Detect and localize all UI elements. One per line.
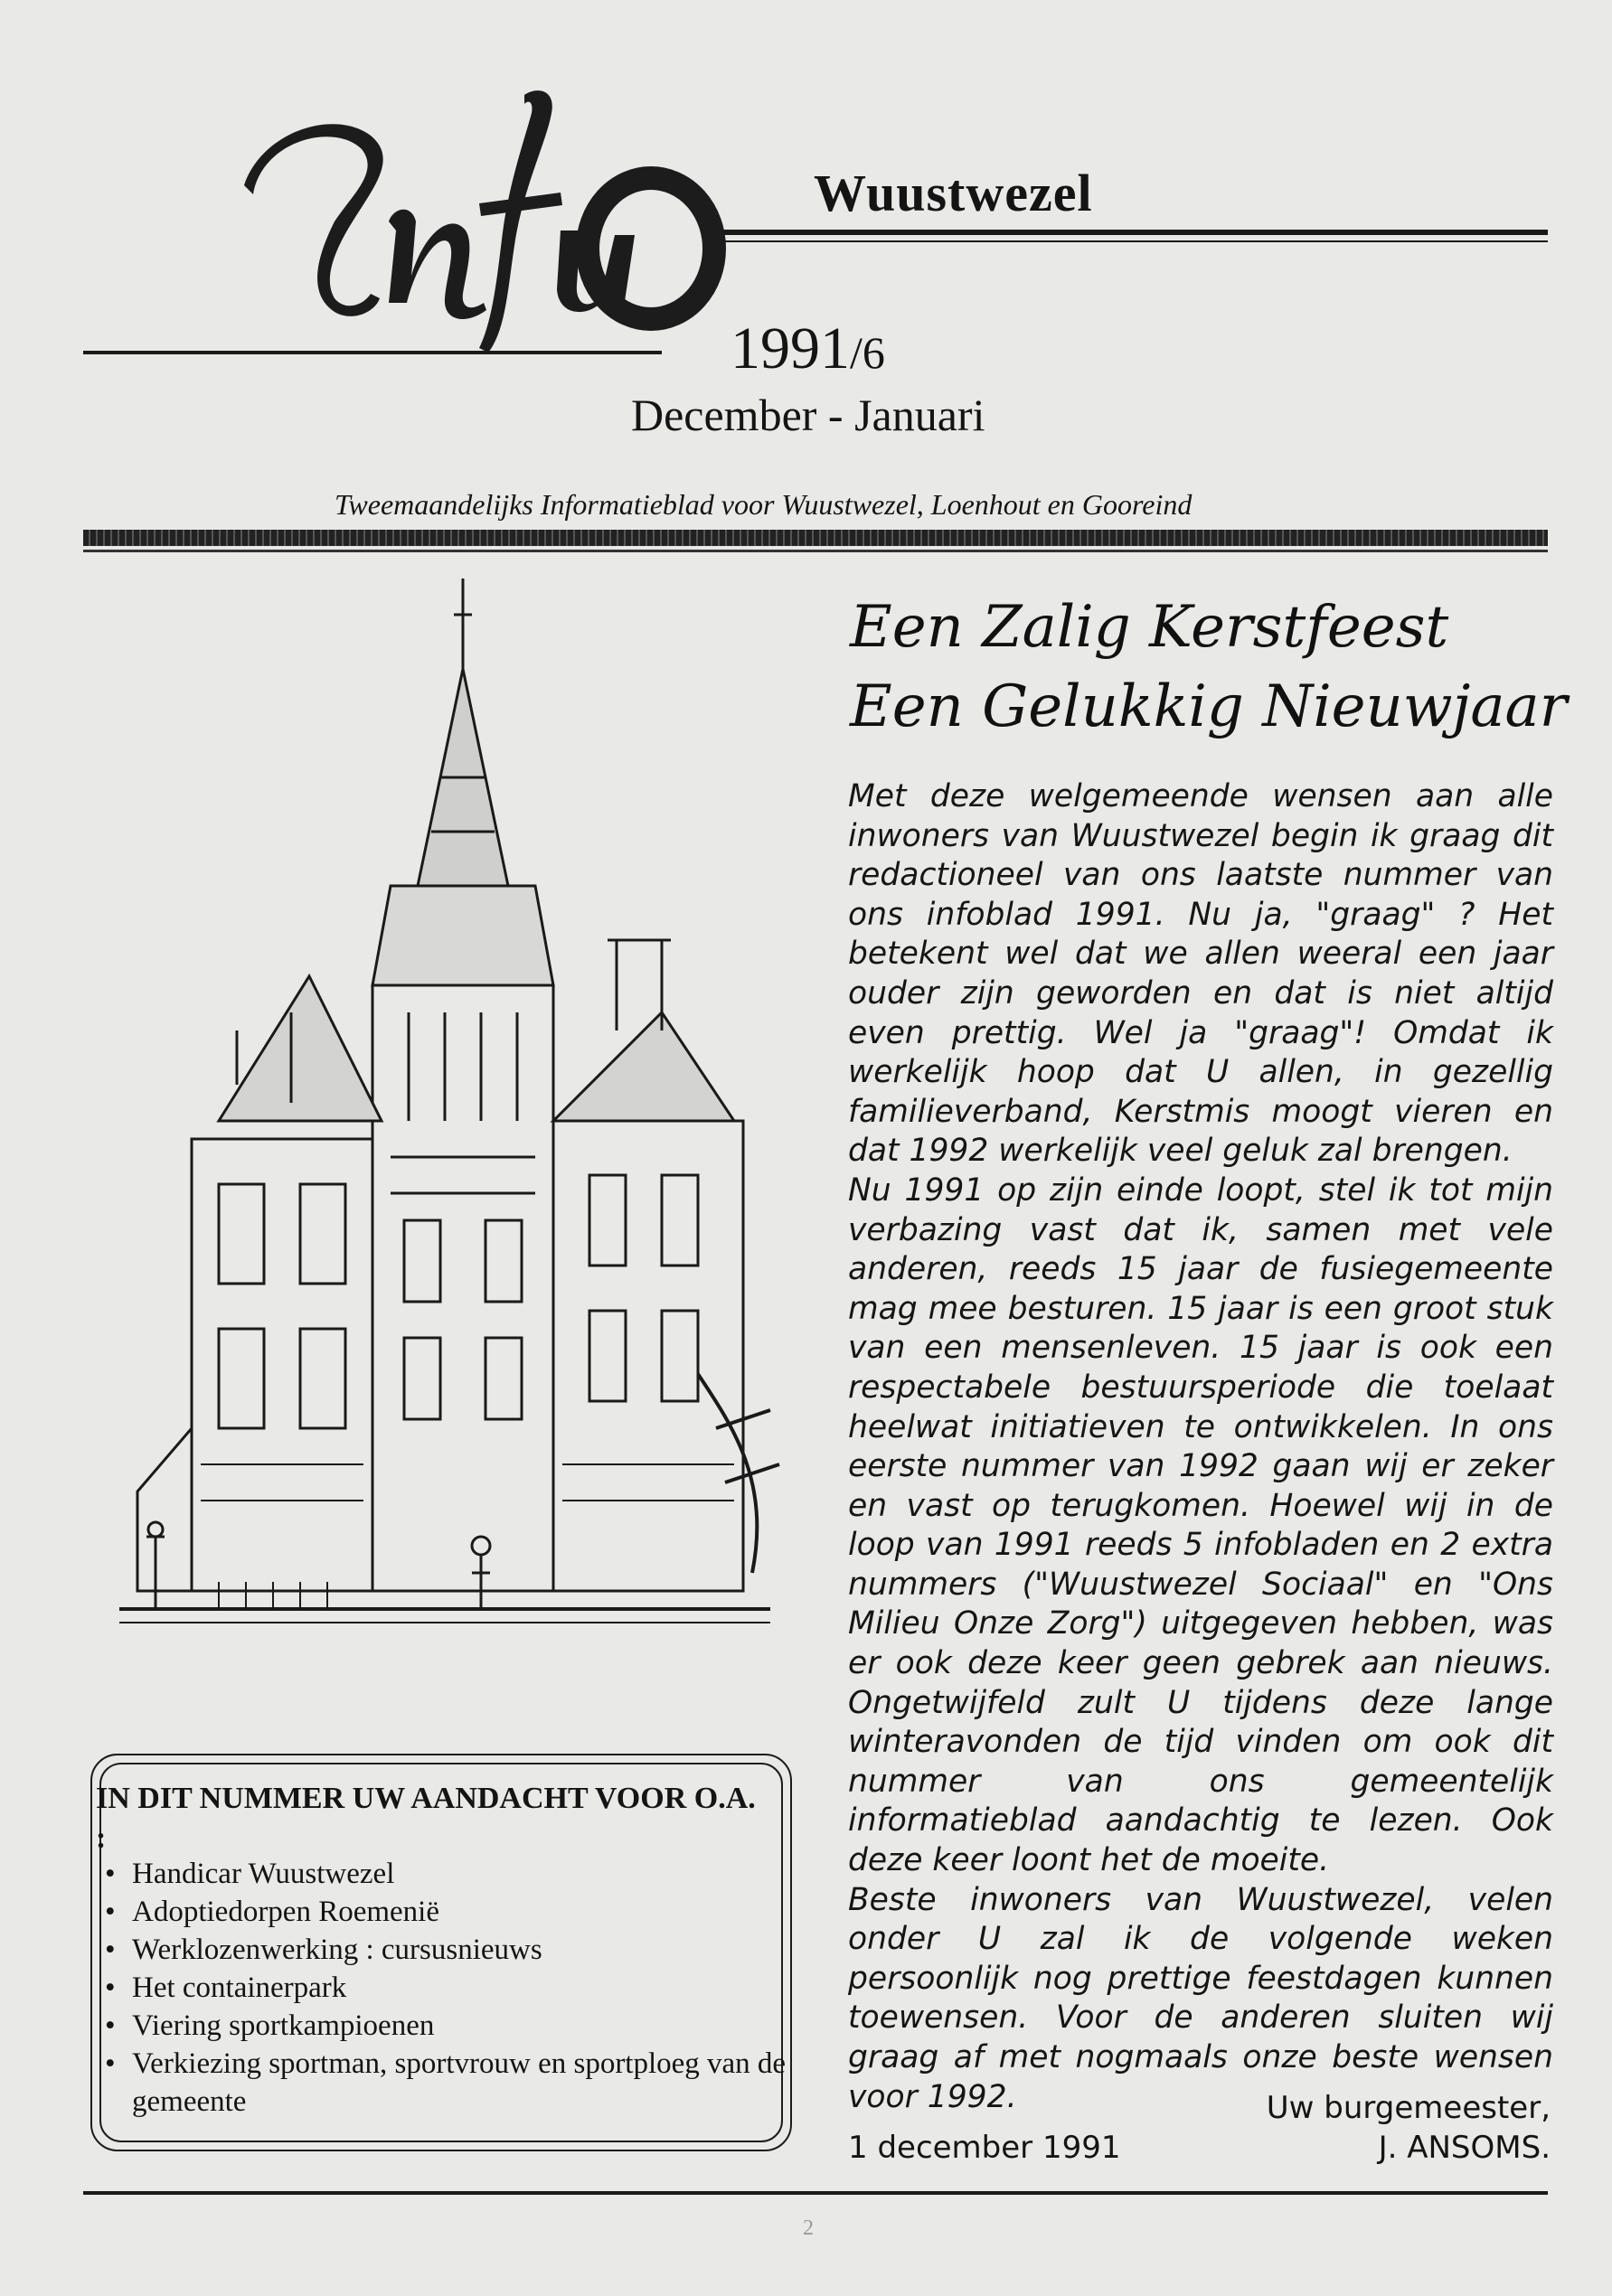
list-item: • Handicar Wuustwezel [101,1855,788,1893]
letter-paragraph: Met deze welgemeende wensen aan alle inwoners van Wuustwezel begin ik graag dit redactioneel van ons laatste nummer van ons infoblad 1991. Nu ja, "graag" ? Het betekent wel dat we allen weeral een jaar ouder zijn geworden en dat is niet altijd even prettig. Wel ja "graag"! Omdat ik werkelijk hoop dat U allen, in gezellig familieverband, Kerstmis moogt vieren en dat 1992 werkelijk veel geluk zal brengen. [848,778,1553,1170]
masthead-rule-thin [723,240,1548,242]
editorial-letter [848,777,1553,2117]
list-item: • Het containerpark [101,1969,788,2007]
greeting-headline [850,588,1568,747]
list-item: • Verkiezing sportman, sportvrouw en sportploeg van de gemeente [101,2045,788,2121]
bottom-rule [83,2191,1548,2195]
signature-title: Uw burgemeester, [1266,2090,1551,2126]
page-number: 2 [803,2216,814,2240]
list-item: • Viering sportkampioenen [101,2007,788,2045]
signature-block [1193,2088,1551,2168]
info-logo [226,86,787,357]
letter-paragraph: Nu 1991 op zijn einde loopt, stel ik tot mijn verbazing vast dat ik, samen met vele anderen, reeds 15 jaar de fusiegemeente mag mee besturen. 15 jaar is een groot stuk van een mensenleven. 15 jaar is ook een respectabele bestuursperiode die toelaat heelwat initiatieven te ontwikkelen. In ons eerste nummer van 1992 gaan wij er zeker en vast op terugkomen. Hoewel wij in de loop van 1991 reeds 5 infobladen en 2 extra nummers ("Wuustwezel Sociaal" en "Ons Milieu Onze Zorg") uitgegeven hebben, was er ook deze keer geen gebrek aan nieuws. Ongetwijfeld zult U tijdens deze lange winteravonden de tijd vinden om ook dit nummer van ons gemeentelijk informatieblad aandachtig te lezen. Ook deze keer loont het de moeite. [848,1172,1553,1879]
issue-period: December - Januari [631,390,985,440]
masthead-left-rule [83,351,662,354]
letter-date: 1 december 1991 [848,2130,1121,2166]
tagline: Tweemaandelijks Informatieblad voor Wuustwezel, Loenhout en Gooreind [335,488,1193,521]
masthead-band-thin [83,550,1548,552]
masthead-rule [723,230,1548,235]
issue-number: 1991/6 [731,315,885,381]
contents-list [101,1855,788,2121]
letter-paragraph: Beste inwoners van Wuustwezel, velen onder U zal ik de volgende weken persoonlijk nog prettige feestdagen kunnen toewensen. Voor de anderen sluiten wij graag af met nogmaals onze beste wensen voor 1992. [848,1881,1553,2115]
masthead-band [83,530,1548,546]
headline-line-1: Een Zalig Kerstfeest [850,594,1449,661]
signature-name: J. ANSOMS. [1378,2130,1551,2166]
list-item: • Adoptiedorpen Roemenië [101,1893,788,1931]
issue-suffix: /6 [850,327,885,378]
headline-line-2: Een Gelukkig Nieuwjaar [850,673,1568,740]
town-name: Wuustwezel [814,164,1093,222]
list-item: • Werklozenwerking : cursusnieuws [101,1931,788,1969]
town-hall-illustration [83,560,797,1727]
contents-heading: IN DIT NUMMER UW AANDACHT VOOR O.A. : [96,1782,756,1855]
